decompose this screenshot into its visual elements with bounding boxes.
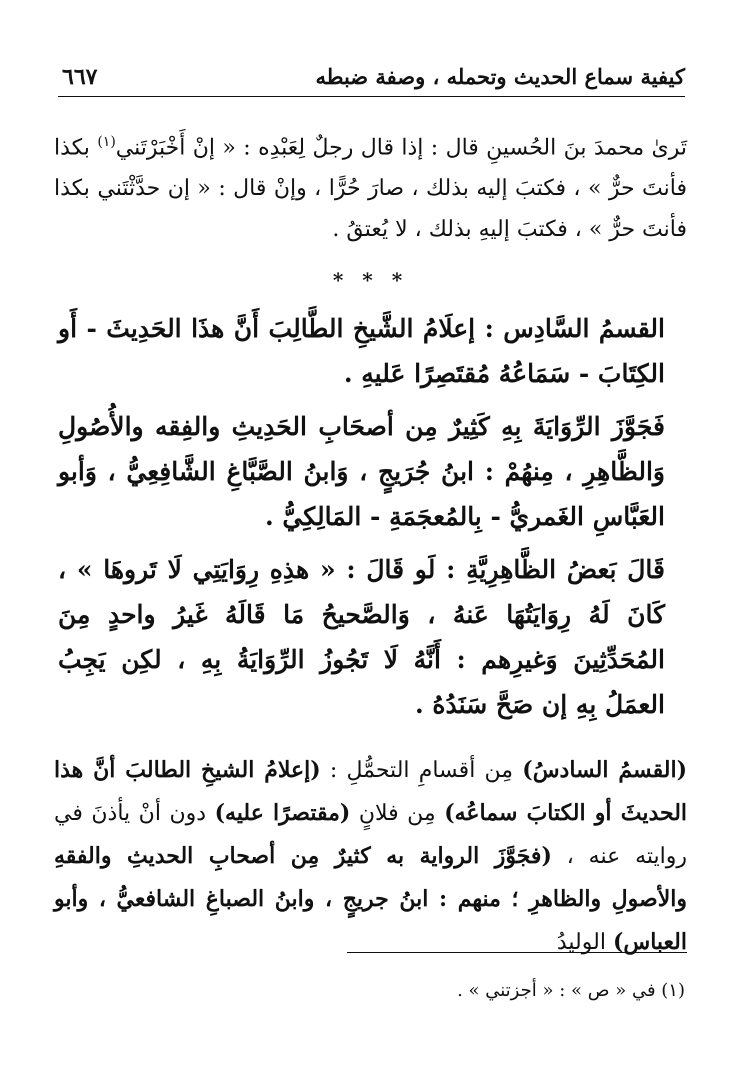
page-number: ٦٦٧	[62, 64, 98, 90]
commentary-text: مِن أقسامِ التحمُّلِ :	[320, 758, 523, 784]
commentary-text: الوليدُ	[556, 930, 613, 956]
matn-heading: القسمُ السَّادِس : إعلَامُ الشَّيخِ الطَّالِبَ أَنَّ هذَا الحَدِيثَ - أَو الكِتَابَ - سَمَاعُهُ مُقتَصِرًا عَليهِ .	[58, 314, 665, 389]
quoted-matn: (فجَوَّزَ الرواية به كثيرٌ مِن أصحابِ الحديثِ والفقهِ والأصولِ والظاهرِ ؛ منهم : ابنُ جريجٍ ، وابنُ الصباغِ الشافعيُّ ، وأبو العباس)	[54, 843, 687, 956]
footnote: (١) في « ص » : « أجزتني » .	[457, 980, 685, 1001]
running-header	[58, 62, 685, 97]
header-title: كيفية سماع الحديث وتحمله ، وصفة ضبطه	[315, 64, 685, 89]
commentary-paragraph	[54, 749, 687, 964]
matn-paragraph: فَجَوَّزَ الرِّوَايَةَ بِهِ كَثِيرٌ مِن أصحَابِ الحَدِيثِ والفِقه والأُصُولِ وَالظَّاهِرِ ، مِنهُمْ : ابنُ جُرَيجٍ ، وَابنُ الصَّبَّاغِ الشَّافِعِيُّ ، وَأبو العَبَّاسِ الغَمريُّ - بِالمُعجَمَةِ - المَالِكِيُّ .	[58, 412, 665, 532]
paragraph-text: تَرىٰ محمدَ بنَ الحُسينِ قال : إذا قال رجلٌ لِعَبْدِه : « إنْ أَخْبَرْتَني	[115, 135, 687, 161]
continued-paragraph	[54, 122, 687, 250]
footnote-marker: (١)	[97, 134, 116, 150]
paragraph-text: بكذا فأنتَ حرٌّ » ، فكتبَ إليه بذلك ، صارَ حُرًّا ، وإنْ قال : « إن حدَّثْتَني بكذا فأنتَ حرٌّ » ، فكتبَ إليهِ بذلك ، لا يُعتقُ .	[54, 135, 687, 243]
matn-paragraph: قَالَ بَعضُ الظَّاهِرِيَّةِ : لَو قَالَ : « هذِهِ رِوَايَتِي لَا تَروهَا » ، كَانَ لَهُ رِوَايَتُهَا عَنهُ ، وَالصَّحيحُ مَا قَالَهُ غَيرُ واحدٍ مِنَ المُحَدِّثِينَ وَغيرِهم : أَنَّهُ لَا تَجُوزُ الرِّوَايَةُ بِهِ ، لكِن يَجِبُ العمَلُ بِهِ إن صَحَّ سَنَدُهُ .	[58, 555, 665, 720]
footnote-divider	[347, 952, 687, 953]
quoted-matn: (مقتصرًا عليه)	[214, 800, 351, 827]
page-body	[54, 122, 687, 964]
quoted-matn: (القسمُ السادسُ)	[522, 757, 687, 784]
commentary-text: مِن فلانٍ	[350, 801, 445, 827]
quoted-matn: (إعلامُ الشيخِ الطالبَ أنَّ هذا الحديثَ أو الكتابَ سماعُه)	[54, 757, 688, 827]
section-separator: * * *	[332, 268, 409, 293]
commentary-text: دون أنْ يأذنَ في روايته عنه ،	[54, 801, 688, 870]
